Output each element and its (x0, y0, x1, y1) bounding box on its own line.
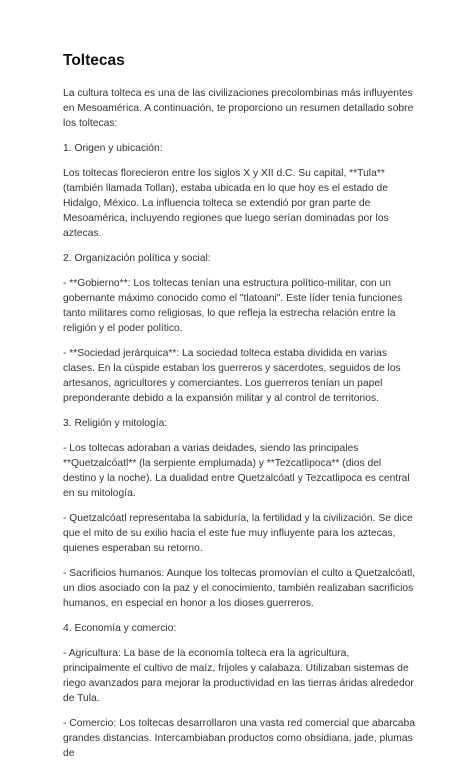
section-heading-economy: 4. Economía y comercio: (63, 623, 177, 634)
document-title: Toltecas (63, 52, 125, 69)
document-page (63, 52, 415, 771)
society-paragraph: - **Sociedad jerárquica**: La sociedad tolteca estaba dividida en varias clases. En la cúspide estaban los guerreros y sacerdotes, seguidos de los artesanos, agricultores y comerciantes. Los guerreros tenían un papel preponderante debido a la expansión militar y al control de territorios. (63, 348, 401, 404)
government-paragraph: - **Gobierno**: Los toltecas tenían una estructura político-militar, con un gobernante máximo conocido como el "tlatoani". Este líder tenía funciones tanto militares como religiosas, lo que refleja la estrecha relación entre la religión y el poder político. (63, 278, 403, 334)
section-heading-origin: 1. Origen y ubicación: (63, 143, 163, 154)
quetzalcoatl-paragraph: - Quetzalcóatl representaba la sabiduría, la fertilidad y la civilización. Se dice que el mito de su exilio hacia el este fue muy influyente para los aztecas, quienes esperaban su retorno. (63, 513, 413, 554)
agriculture-paragraph: - Agricultura: La base de la economía tolteca era la agricultura, principalmente el cultivo de maíz, frijoles y calabaza. Utilizaban sistemas de riego avanzados para mejorar la productividad en las tierras áridas alrededor de Tula. (63, 648, 414, 704)
commerce-paragraph: - Comercio: Los toltecas desarrollaron una vasta red comercial que abarcaba grandes distancias. Intercambiaban productos como obsidiana, jade, plumas de (63, 718, 415, 759)
origin-paragraph: Los toltecas florecieron entre los siglos X y XII d.C. Su capital, **Tula** (también llamada Tollan), estaba ubicada en lo que hoy es el estado de Hidalgo, México. La influencia tolteca se extendió por gran parte de Mesoamérica, incluyendo regiones que luego serían dominadas por los aztecas. (63, 168, 389, 239)
intro-paragraph: La cultura tolteca es una de las civilizaciones precolombinas más influyentes en Mesoamérica. A continuación, te proporciono un resumen detallado sobre los toltecas: (63, 88, 414, 129)
section-heading-religion: 3. Religión y mitología: (63, 418, 168, 429)
deities-paragraph: - Los toltecas adoraban a varias deidades, siendo las principales **Quetzalcóatl** (la serpiente emplumada) y **Tezcatlipoca** (dios del destino y la noche). La dualidad entre Quetzalcóatl y Tezcatlipoca es central en su mitología. (63, 443, 410, 499)
section-heading-organization: 2. Organización política y social: (63, 253, 211, 264)
sacrifices-paragraph: - Sacrificios humanos: Aunque los toltecas promovían el culto a Quetzalcóatl, un dios asociado con la paz y el conocimiento, también realizaban sacrificios humanos, en especial en honor a los dioses guerreros. (63, 568, 415, 609)
